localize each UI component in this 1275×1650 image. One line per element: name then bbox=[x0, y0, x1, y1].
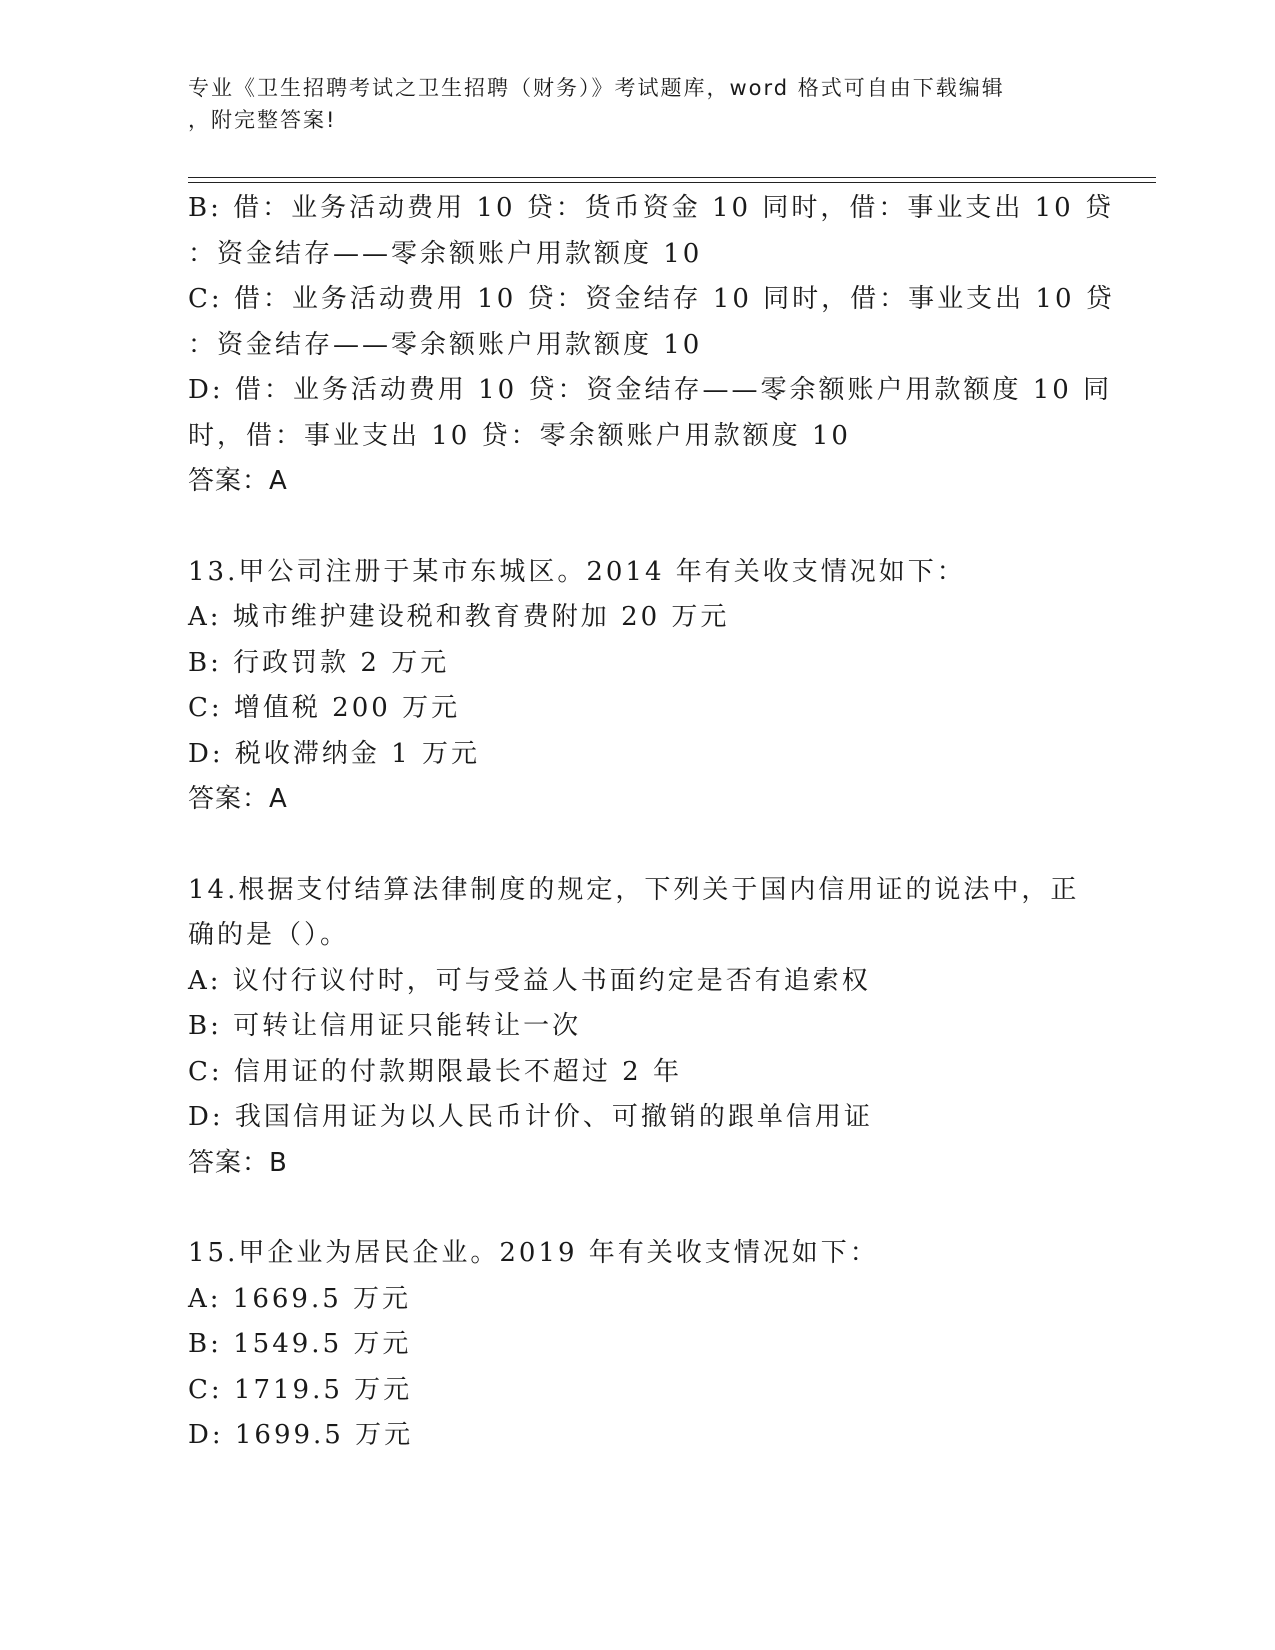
question-12-continued bbox=[188, 186, 1115, 505]
spacer bbox=[188, 1186, 1088, 1231]
option-b: B: 1549.5 万元 bbox=[188, 1329, 412, 1359]
document-header bbox=[188, 72, 1088, 136]
option-d: D: 我国信用证为以人民币计价、可撤销的跟单信用证 bbox=[188, 1102, 873, 1132]
header-line-2: ，附完整答案! bbox=[188, 108, 337, 132]
option-c: C: 1719.5 万元 bbox=[188, 1374, 413, 1405]
document-body bbox=[188, 186, 1115, 1459]
spacer bbox=[188, 823, 1088, 868]
option-d: D: 税收滞纳金 1 万元 bbox=[188, 738, 480, 769]
header-divider bbox=[188, 177, 1156, 183]
spacer bbox=[188, 505, 1088, 550]
option-b-line-cont: ：资金结存——零余额账户用款额度 10 bbox=[188, 238, 703, 269]
answer-line: 答案：B bbox=[188, 1147, 288, 1178]
option-c: C: 增值税 200 万元 bbox=[188, 693, 461, 723]
option-b: B: 行政罚款 2 万元 bbox=[188, 647, 450, 678]
question-stem-cont: 确的是（）。 bbox=[188, 920, 350, 950]
option-d: D: 1699.5 万元 bbox=[188, 1420, 414, 1450]
option-a: A: 城市维护建设税和教育费附加 20 万元 bbox=[188, 602, 730, 632]
question-13 bbox=[188, 550, 1088, 823]
option-b: B: 可转让信用证只能转让一次 bbox=[188, 1011, 582, 1041]
option-c: C: 信用证的付款期限最长不超过 2 年 bbox=[188, 1056, 682, 1087]
question-stem: 13.甲公司注册于某市东城区。2014 年有关收支情况如下： bbox=[188, 556, 966, 587]
header-line-1: 专业《卫生招聘考试之卫生招聘（财务）》考试题库，word 格式可自由下载编辑 bbox=[188, 76, 1005, 100]
option-b-line: B: 借：业务活动费用 10 贷：货币资金 10 同时，借：事业支出 10 贷 bbox=[188, 193, 1114, 223]
question-14 bbox=[188, 868, 1088, 1187]
option-a: A: 1669.5 万元 bbox=[188, 1283, 412, 1314]
question-stem: 14.根据支付结算法律制度的规定，下列关于国内信用证的说法中，正 bbox=[188, 874, 1080, 905]
answer-line: 答案：A bbox=[188, 466, 288, 496]
option-a: A: 议付行议付时，可与受益人书面约定是否有追索权 bbox=[188, 965, 871, 996]
answer-line: 答案：A bbox=[188, 784, 288, 814]
option-c-line: C: 借：业务活动费用 10 贷：资金结存 10 同时，借：事业支出 10 贷 bbox=[188, 284, 1115, 314]
option-d-line-cont: 时，借：事业支出 10 贷：零余额账户用款额度 10 bbox=[188, 420, 851, 451]
option-c-line-cont: ：资金结存——零余额账户用款额度 10 bbox=[188, 329, 703, 360]
option-d-line: D: 借：业务活动费用 10 贷：资金结存——零余额账户用款额度 10 同 bbox=[188, 375, 1113, 405]
question-stem: 15.甲企业为居民企业。2019 年有关收支情况如下： bbox=[188, 1238, 879, 1268]
question-15 bbox=[188, 1231, 1088, 1459]
